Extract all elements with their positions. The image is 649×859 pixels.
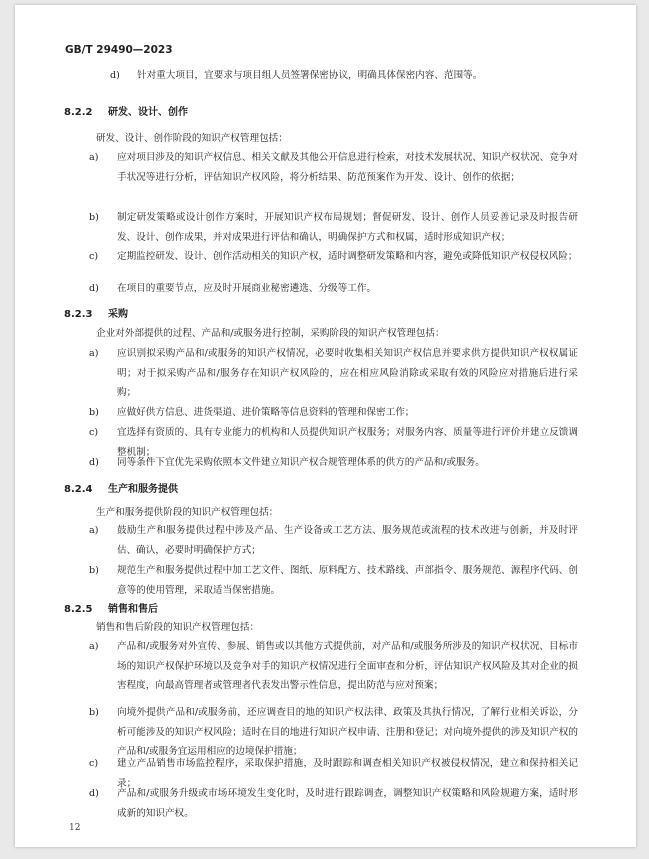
item-text: 在项目的重要节点，应及时开展商业秘密遴选、分级等工作。 bbox=[117, 283, 377, 294]
section-number: 8.2.3 bbox=[64, 309, 93, 320]
item-label: a) bbox=[89, 152, 99, 163]
section-title: 采购 bbox=[108, 309, 128, 320]
item-label: c) bbox=[89, 758, 99, 769]
item-label: b) bbox=[89, 407, 99, 418]
item-text: 针对重大项目，宜要求与项目组人员签署保密协议，明确具体保密内容、范围等。 bbox=[137, 70, 483, 81]
standard-header: GB/T 29490—2023 bbox=[65, 44, 173, 56]
section-heading bbox=[64, 305, 128, 320]
item-text: 建立产品销售市场监控程序，采取保护措施，及时跟踪和调查相关知识产权被侵权情况，建立和保持相关记录； bbox=[117, 758, 578, 789]
page-number: 12 bbox=[69, 823, 81, 833]
item-text: 规范生产和服务提供过程中加工艺文件、图纸、原料配方、技术路线、声部指令、服务规范、源程序代码、创意等的使用管理，采取适当保密措施。 bbox=[117, 565, 578, 596]
item-label: c) bbox=[89, 427, 99, 438]
section-number: 8.2.2 bbox=[64, 107, 93, 118]
item-text: 产品和/或服务对外宣传、参展、销售或以其他方式提供前，对产品和/或服务所涉及的知识产权状况、目标市场的知识产权保护环境以及竞争对手的知识产权情况进行全面审查和分析，评估知识产权风险及其对企业的损害程度，向最高管理者或管理者代表发出警示性信息，提出防范与应对预案； bbox=[117, 641, 578, 692]
item-label: a) bbox=[89, 641, 99, 652]
section-intro: 销售和售后阶段的知识产权管理包括： bbox=[96, 622, 260, 633]
section-intro: 企业对外部提供的过程、产品和/或服务进行控制，采购阶段的知识产权管理包括： bbox=[96, 328, 445, 339]
item-label: a) bbox=[89, 348, 99, 359]
section-intro: 生产和服务提供阶段的知识产权管理包括： bbox=[96, 507, 279, 518]
item-label: d) bbox=[89, 788, 99, 799]
item-label: a) bbox=[89, 525, 99, 536]
item-text: 定期监控研发、设计、创作活动相关的知识产权，适时调整研发策略和内容，避免或降低知识产权侵权风险； bbox=[117, 251, 578, 262]
item-label: d) bbox=[89, 283, 99, 294]
item-text: 向境外提供产品和/或服务前，还应调查目的地的知识产权法律、政策及其执行情况，了解行业相关诉讼，分析可能涉及的知识产权风险；适时在目的地进行知识产权申请、注册和登记；对向境外提供的涉及知识产权的产品和/或服务宜运用相应的边境保护措施； bbox=[117, 707, 578, 758]
item-text: 应做好供方信息、进货渠道、进价策略等信息资料的管理和保密工作； bbox=[117, 407, 415, 418]
item-text: 制定研发策略或设计创作方案时，开展知识产权布局规划；督促研发、设计、创作人员妥善记录及时报告研发、设计、创作成果，并对成果进行评估和确认，明确保护方式和权属，适时形成知识产权； bbox=[117, 212, 578, 243]
section-heading bbox=[64, 480, 178, 495]
document-page bbox=[15, 5, 636, 847]
item-text: 宜选择有资质的、具有专业能力的机构和人员提供知识产权服务；对服务内容、质量等进行评价并建立反馈调整机制； bbox=[117, 427, 578, 458]
item-label: b) bbox=[89, 707, 99, 718]
section-title: 研发、设计、创作 bbox=[108, 107, 188, 118]
section-title: 销售和售后 bbox=[108, 604, 158, 615]
item-label: b) bbox=[89, 212, 99, 223]
section-number: 8.2.4 bbox=[64, 484, 93, 495]
section-intro: 研发、设计、创作阶段的知识产权管理包括： bbox=[96, 133, 288, 144]
item-label: d) bbox=[110, 70, 120, 81]
section-title: 生产和服务提供 bbox=[108, 484, 178, 495]
item-text: 鼓励生产和服务提供过程中涉及产品、生产设备或工艺方法、服务规范或流程的技术改进与创新，并及时评估、确认，必要时明确保护方式； bbox=[117, 525, 578, 556]
section-heading bbox=[64, 600, 158, 615]
item-text: 同等条件下宜优先采购依照本文件建立知识产权合规管理体系的供方的产品和/或服务。 bbox=[117, 457, 485, 468]
section-heading bbox=[64, 103, 188, 118]
item-text: 应对项目涉及的知识产权信息、相关文献及其他公开信息进行检索，对技术发展状况、知识产权状况、竞争对手状况等进行分析，评估知识产权风险，将分析结果、防范预案作为开发、设计、创作的依据； bbox=[117, 152, 578, 183]
item-text: 产品和/或服务升级或市场环境发生变化时，及时进行跟踪调查，调整知识产权策略和风险规避方案，适时形成新的知识产权。 bbox=[117, 788, 578, 819]
item-label: b) bbox=[89, 565, 99, 576]
item-label: d) bbox=[89, 457, 99, 468]
section-number: 8.2.5 bbox=[64, 604, 93, 615]
item-text: 应识别拟采购产品和/或服务的知识产权情况，必要时收集相关知识产权信息并要求供方提供知识产权权属证明；对于拟采购产品和/服务存在知识产权风险的，应在相应风险消除或采取有效的风险应对措施后进行采购； bbox=[117, 348, 578, 399]
item-label: c) bbox=[89, 251, 99, 262]
